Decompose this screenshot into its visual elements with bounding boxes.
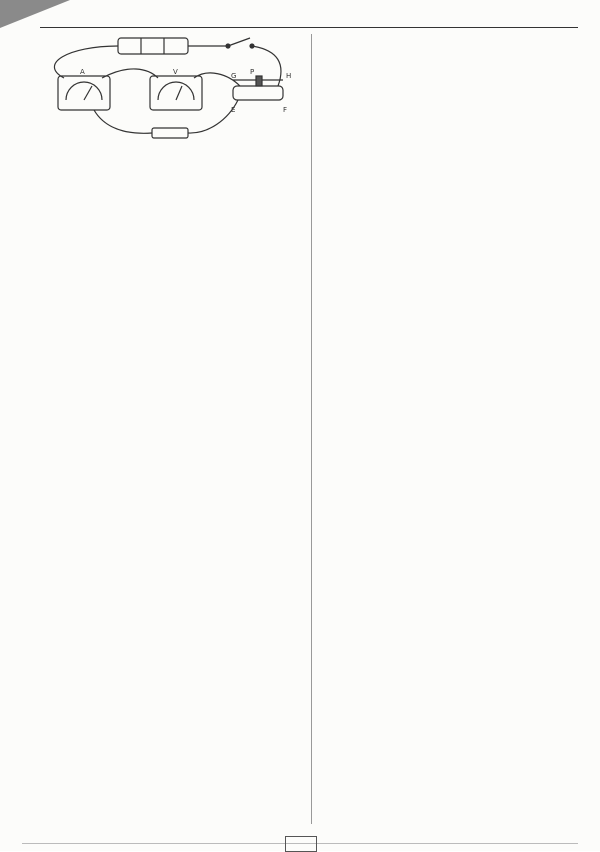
watermark-logo <box>470 800 590 848</box>
rheostat-coil <box>233 86 283 100</box>
switch-lever <box>228 38 250 46</box>
right-column <box>318 32 586 34</box>
figure-d22 <box>28 34 293 152</box>
header-rule <box>40 27 578 28</box>
svg-text:E: E <box>231 106 236 114</box>
svg-text:P: P <box>250 68 255 76</box>
column-divider <box>311 34 312 824</box>
ammeter-box <box>58 76 110 110</box>
page-number <box>285 836 317 852</box>
voltmeter-box <box>150 76 202 110</box>
svg-text:A: A <box>80 68 85 76</box>
battery-pack <box>118 38 188 54</box>
svg-text:F: F <box>283 106 288 114</box>
svg-text:G: G <box>231 72 237 80</box>
page-header <box>0 4 600 28</box>
svg-text:V: V <box>173 68 178 76</box>
svg-text:H: H <box>286 72 292 80</box>
left-column <box>22 32 304 154</box>
resistor <box>152 128 188 138</box>
circuit-diagram <box>28 34 293 152</box>
